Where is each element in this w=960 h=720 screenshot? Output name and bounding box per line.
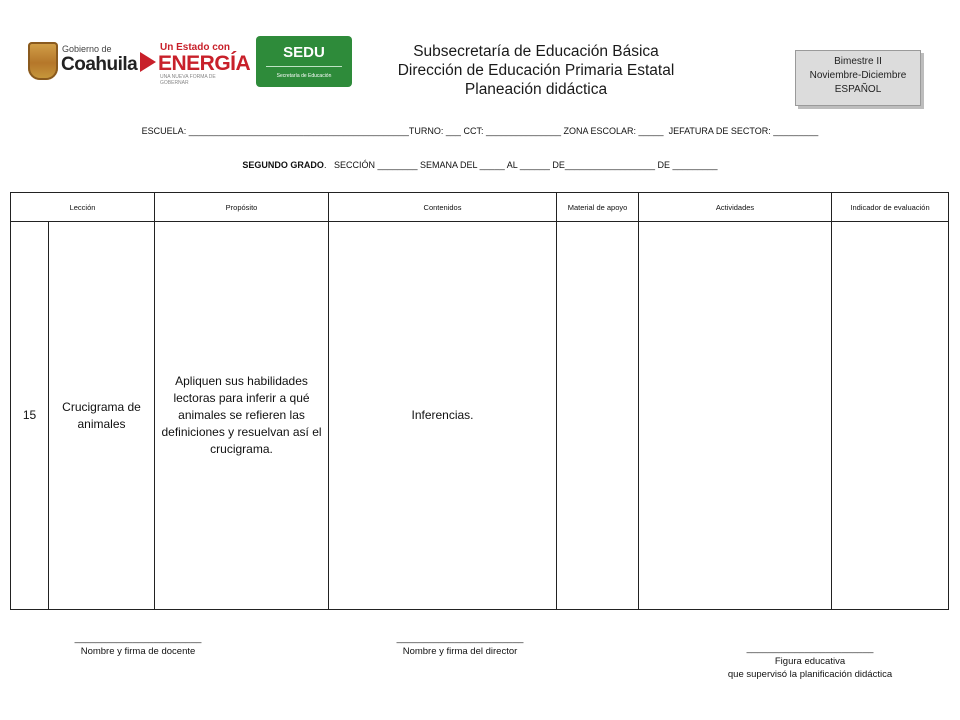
purpose-cell: Apliquen sus habilidades lectoras para inferir a qué animales se refieren las definiciones y resuelvan así el crucigrama. — [155, 222, 329, 610]
header-material: Material de apoyo — [557, 193, 639, 222]
school-info-line: ESCUELA: ____________________________________________TURNO: ___ CCT: _______________ ZONA ESCOLAR: _____ JEFATURA DE SECTOR: _________ — [141, 126, 819, 136]
lesson-number-cell: 15 — [11, 222, 49, 610]
table-row — [11, 222, 949, 610]
header-leccion: Lección — [11, 193, 155, 222]
sedu-logo-main: SEDU — [283, 44, 325, 61]
supervisor-signature-line: ________________________ — [746, 643, 874, 654]
energia-logo-top: Un Estado con — [160, 42, 231, 53]
energia-logo-main: ENERGÍA — [158, 52, 251, 75]
bimestre-box — [795, 50, 921, 106]
sedu-logo — [256, 36, 352, 87]
header-line-2: Dirección de Educación Primaria Estatal — [397, 62, 675, 79]
coahuila-crest-icon — [28, 42, 58, 80]
material-cell — [557, 222, 639, 610]
section-week-line: . SECCIÓN ________ SEMANA DEL _____ AL ______ DE__________________ DE _________ — [323, 160, 718, 170]
contents-cell: Inferencias. — [329, 222, 557, 610]
supervisor-signature — [690, 642, 930, 681]
teacher-signature-label: Nombre y firma de docente — [80, 646, 196, 657]
header-proposito: Propósito — [155, 193, 329, 222]
coahuila-logo — [28, 42, 138, 82]
energia-logo — [140, 42, 251, 86]
table-header-row — [11, 193, 949, 222]
sedu-logo-sub: Secretaría de Educación — [276, 73, 332, 79]
grade-label: SEGUNDO GRADO — [242, 160, 324, 170]
teacher-signature-line: ________________________ — [74, 633, 202, 644]
header-indicador: Indicador de evaluación — [832, 193, 949, 222]
supervisor-signature-label-1: Figura educativa — [774, 656, 846, 667]
header-line-3: Planeación didáctica — [464, 81, 608, 98]
planning-table — [10, 192, 949, 610]
header-contenidos: Contenidos — [329, 193, 557, 222]
director-signature-label: Nombre y firma del director — [402, 646, 518, 657]
bimestre-line-3: ESPAÑOL — [834, 84, 882, 95]
teacher-signature — [40, 632, 236, 658]
energia-arrow-icon — [140, 52, 156, 72]
director-signature — [362, 632, 558, 658]
lesson-title-cell: Crucigrama de animales — [49, 222, 155, 610]
supervisor-signature-label-2: que supervisó la planificación didáctica — [727, 669, 893, 680]
bimestre-line-2: Noviembre-Diciembre — [809, 70, 907, 81]
coahuila-logo-name: Coahuila — [61, 54, 138, 75]
indicator-cell — [832, 222, 949, 610]
activities-cell — [639, 222, 832, 610]
director-signature-line: ________________________ — [396, 633, 524, 644]
sedu-logo-divider — [266, 66, 342, 67]
grade-info-line — [0, 160, 960, 170]
header-actividades: Actividades — [639, 193, 832, 222]
document-header — [356, 42, 716, 99]
coahuila-logo-small-text: Gobierno de — [62, 44, 112, 54]
header-line-1: Subsecretaría de Educación Básica — [413, 43, 659, 60]
energia-logo-tag: UNA NUEVA FORMA DE GOBERNAR — [160, 74, 216, 86]
bimestre-line-1: Bimestre II — [834, 56, 882, 67]
